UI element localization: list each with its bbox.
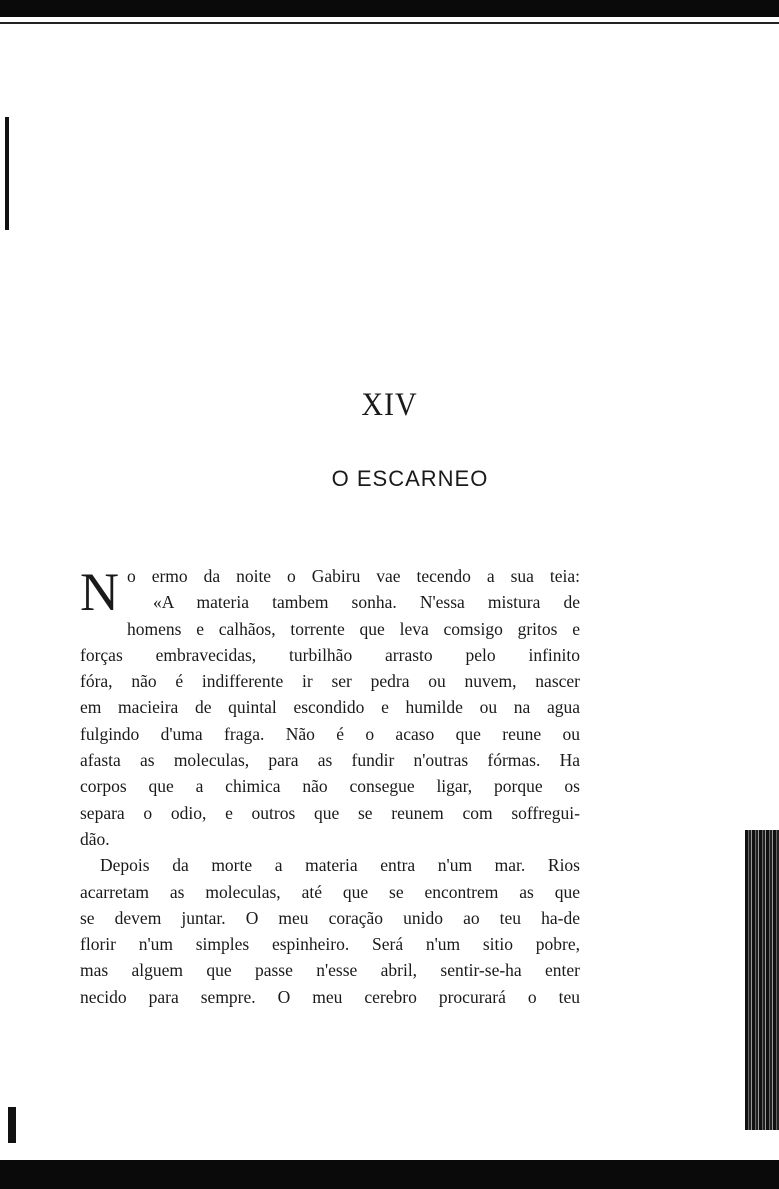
text-line: homens e calhãos, torrente que leva comsigo gritos e: [127, 618, 580, 639]
scan-border-top: [0, 0, 779, 17]
text-line: fulgindo d'uma fraga. Não é o acaso que reune ou: [80, 723, 580, 744]
text-line: dão.: [80, 828, 110, 849]
scan-margin-mark: [5, 117, 9, 230]
text-line: em macieira de quintal escondido e humilde ou na agua: [80, 697, 580, 718]
text-line: «A materia tambem sonha. N'essa mistura de: [153, 592, 580, 613]
text-line: o ermo da noite o Gabiru vae tecendo a sua teia:: [127, 566, 580, 586]
text-line: separa o odio, e outros que se reunem com soffregui-: [80, 802, 580, 823]
body-text: [80, 563, 580, 1010]
text-line: fóra, não é indifferente ir ser pedra ou nuvem, nascer: [80, 671, 580, 692]
text-line: florir n'um simples espinheiro. Será n'um sitio pobre,: [80, 934, 580, 955]
text-line: acarretam as moleculas, até que se encontrem as que: [80, 881, 580, 902]
text-line: se devem juntar. O meu coração unido ao teu ha-de: [80, 907, 580, 928]
scan-page-edge: [745, 830, 779, 1130]
chapter-title: O ESCARNEO: [331, 466, 489, 491]
text-line: Depois da morte a materia entra n'um mar. Rios: [100, 855, 580, 876]
text-line: corpos que a chimica não consegue ligar, porque os: [80, 776, 580, 797]
chapter-number: XIV: [361, 386, 418, 423]
drop-cap: N: [80, 562, 119, 622]
text-line: afasta as moleculas, para as fundir n'outras fórmas. Ha: [80, 750, 580, 771]
scan-border-bottom: [0, 1160, 779, 1189]
text-line: forças embravecidas, turbilhão arrasto pelo infinito: [80, 644, 580, 665]
text-line: mas alguem que passe n'esse abril, sentir-se-ha enter: [80, 960, 580, 981]
text-line: necido para sempre. O meu cerebro procurará o teu: [80, 986, 580, 1007]
scan-margin-mark: [8, 1107, 16, 1143]
scan-border-top-line: [0, 22, 779, 24]
